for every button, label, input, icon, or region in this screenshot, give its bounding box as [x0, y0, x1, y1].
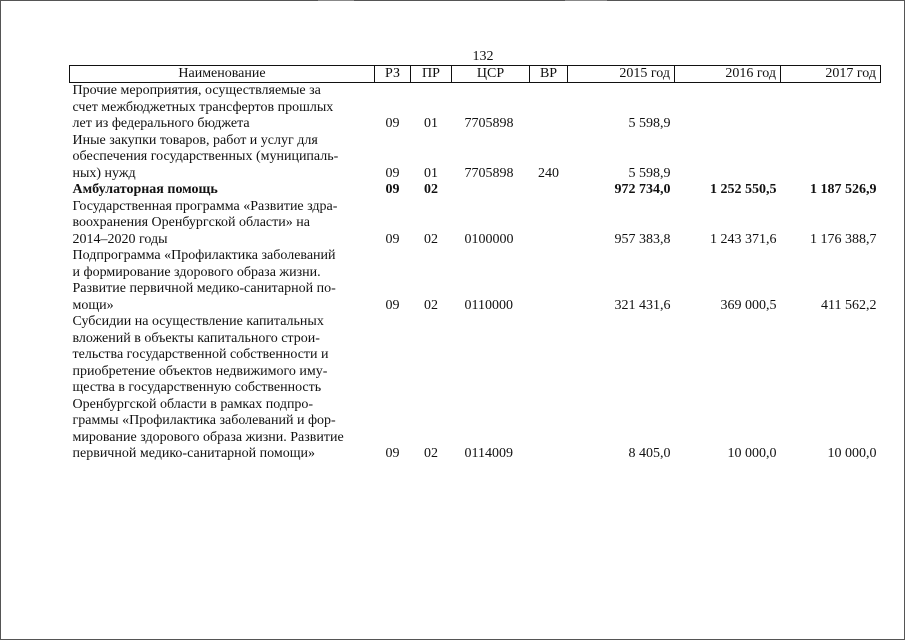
table-row [70, 248, 881, 314]
row-2015-cell: 321 431,6 [614, 297, 671, 313]
row-2016-cell [675, 83, 781, 133]
row-2016-cell: 369 000,5 [720, 297, 777, 313]
row-2016-cell: 1 252 550,5 [710, 182, 777, 197]
row-vr-cell [530, 314, 568, 463]
row-2015-cell: 5 598,9 [628, 165, 671, 181]
row-name-line: лет из федерального бюджета [72, 116, 250, 131]
row-2015-cell: 8 405,0 [628, 446, 671, 461]
table-row [70, 182, 881, 199]
row-rz-cell: 09 [385, 446, 400, 461]
header-2017: 2017 год [781, 66, 881, 83]
row-vr-cell [530, 248, 568, 314]
row-pr-cell: 02 [424, 182, 438, 197]
row-name-line: 2014–2020 годы [72, 231, 168, 247]
row-vr-cell: 240 [538, 165, 559, 181]
row-name-line: Оренбургской области в рамках подпро- [72, 396, 314, 412]
row-2017-cell: 1 176 388,7 [810, 231, 877, 247]
row-csr-cell: 7705898 [464, 116, 514, 131]
row-name-line: приобретение объектов недвижимого иму- [72, 363, 328, 379]
row-name-line: Подпрограмма «Профилактика заболеваний [72, 248, 336, 263]
row-name-line: Субсидии на осуществление капитальных [72, 314, 324, 329]
row-rz-cell: 09 [385, 297, 400, 313]
row-name-line: воохранения Оренбургской области» на [72, 215, 310, 230]
row-2017-cell: 10 000,0 [827, 446, 877, 461]
row-csr-cell: 0110000 [464, 297, 513, 313]
row-csr-cell: 7705898 [464, 165, 514, 181]
row-rz-cell: 09 [385, 231, 400, 247]
row-name-line: вложений в объекты капитального строи- [72, 330, 320, 346]
row-name-line: и формирование здорового образа жизни. [72, 264, 321, 280]
scan-edge-mark [318, 0, 354, 1]
header-2016: 2016 год [675, 66, 781, 83]
row-vr-cell [530, 182, 568, 199]
row-csr-cell: 0100000 [464, 231, 514, 247]
row-name-line: Государственная программа «Развитие здра- [72, 198, 338, 214]
row-vr-cell [530, 199, 568, 249]
row-vr-cell [530, 83, 568, 133]
row-pr-cell: 01 [424, 116, 438, 131]
row-name-line: мирование здорового образа жизни. Развитие [72, 429, 344, 445]
row-name-line: Развитие первичной медико-санитарной по- [72, 281, 336, 296]
row-2016-cell: 10 000,0 [727, 446, 777, 461]
table-row [70, 314, 881, 463]
header-name: Наименование [70, 66, 375, 83]
row-name-line: счет межбюджетных трансфертов прошлых [72, 99, 334, 115]
row-name-line: Иные закупки товаров, работ и услуг для [72, 132, 318, 148]
row-name-cell [70, 182, 375, 199]
table-header-row [70, 66, 881, 83]
row-name-cell [70, 83, 375, 133]
row-name-cell [70, 199, 375, 249]
row-rz-cell: 09 [385, 165, 400, 181]
header-vr: ВР [530, 66, 568, 83]
row-name-line: первичной медико-санитарной помощи» [72, 446, 316, 461]
row-name-line: обеспечения государственных (муниципаль- [72, 149, 339, 164]
header-rz: РЗ [375, 66, 411, 83]
row-2017-cell: 411 562,2 [821, 297, 877, 313]
row-2016-cell [675, 133, 781, 183]
table-row [70, 133, 881, 183]
row-pr-cell: 02 [424, 231, 438, 247]
row-2015-cell: 957 383,8 [614, 231, 671, 247]
row-pr-cell: 01 [424, 165, 438, 181]
row-2017-cell [781, 133, 881, 183]
row-name-line: граммы «Профилактика заболеваний и фор- [72, 413, 336, 428]
row-pr-cell: 02 [424, 446, 438, 461]
header-2015: 2015 год [568, 66, 675, 83]
table-body [70, 83, 881, 463]
table-row [70, 83, 881, 133]
header-pr: ПР [411, 66, 452, 83]
row-2016-cell: 1 243 371,6 [710, 231, 777, 247]
header-csr: ЦСР [452, 66, 530, 83]
row-2017-cell: 1 187 526,9 [810, 182, 877, 197]
row-name-line: мощи» [72, 297, 114, 313]
row-name-line: Прочие мероприятия, осуществляемые за [72, 83, 321, 98]
row-name-cell [70, 133, 375, 183]
row-rz-cell: 09 [385, 116, 400, 131]
row-pr-cell: 02 [424, 297, 438, 313]
row-name-line: ных) нужд [72, 165, 136, 181]
row-2015-cell: 972 734,0 [614, 182, 671, 197]
row-name-line: щества в государственную собственность [72, 380, 322, 395]
row-csr-cell [452, 182, 530, 199]
row-name-line: Амбулаторная помощь [72, 182, 218, 197]
row-name-cell [70, 314, 375, 463]
row-2015-cell: 5 598,9 [628, 116, 671, 131]
row-rz-cell: 09 [385, 182, 400, 197]
page-number: 132 [472, 49, 494, 64]
row-2017-cell [781, 83, 881, 133]
table-row [70, 199, 881, 249]
budget-table [69, 65, 881, 463]
row-csr-cell: 0114009 [464, 446, 513, 461]
row-name-line: тельства государственной собственности и [72, 347, 329, 362]
scan-edge-mark [565, 0, 607, 1]
row-name-cell [70, 248, 375, 314]
